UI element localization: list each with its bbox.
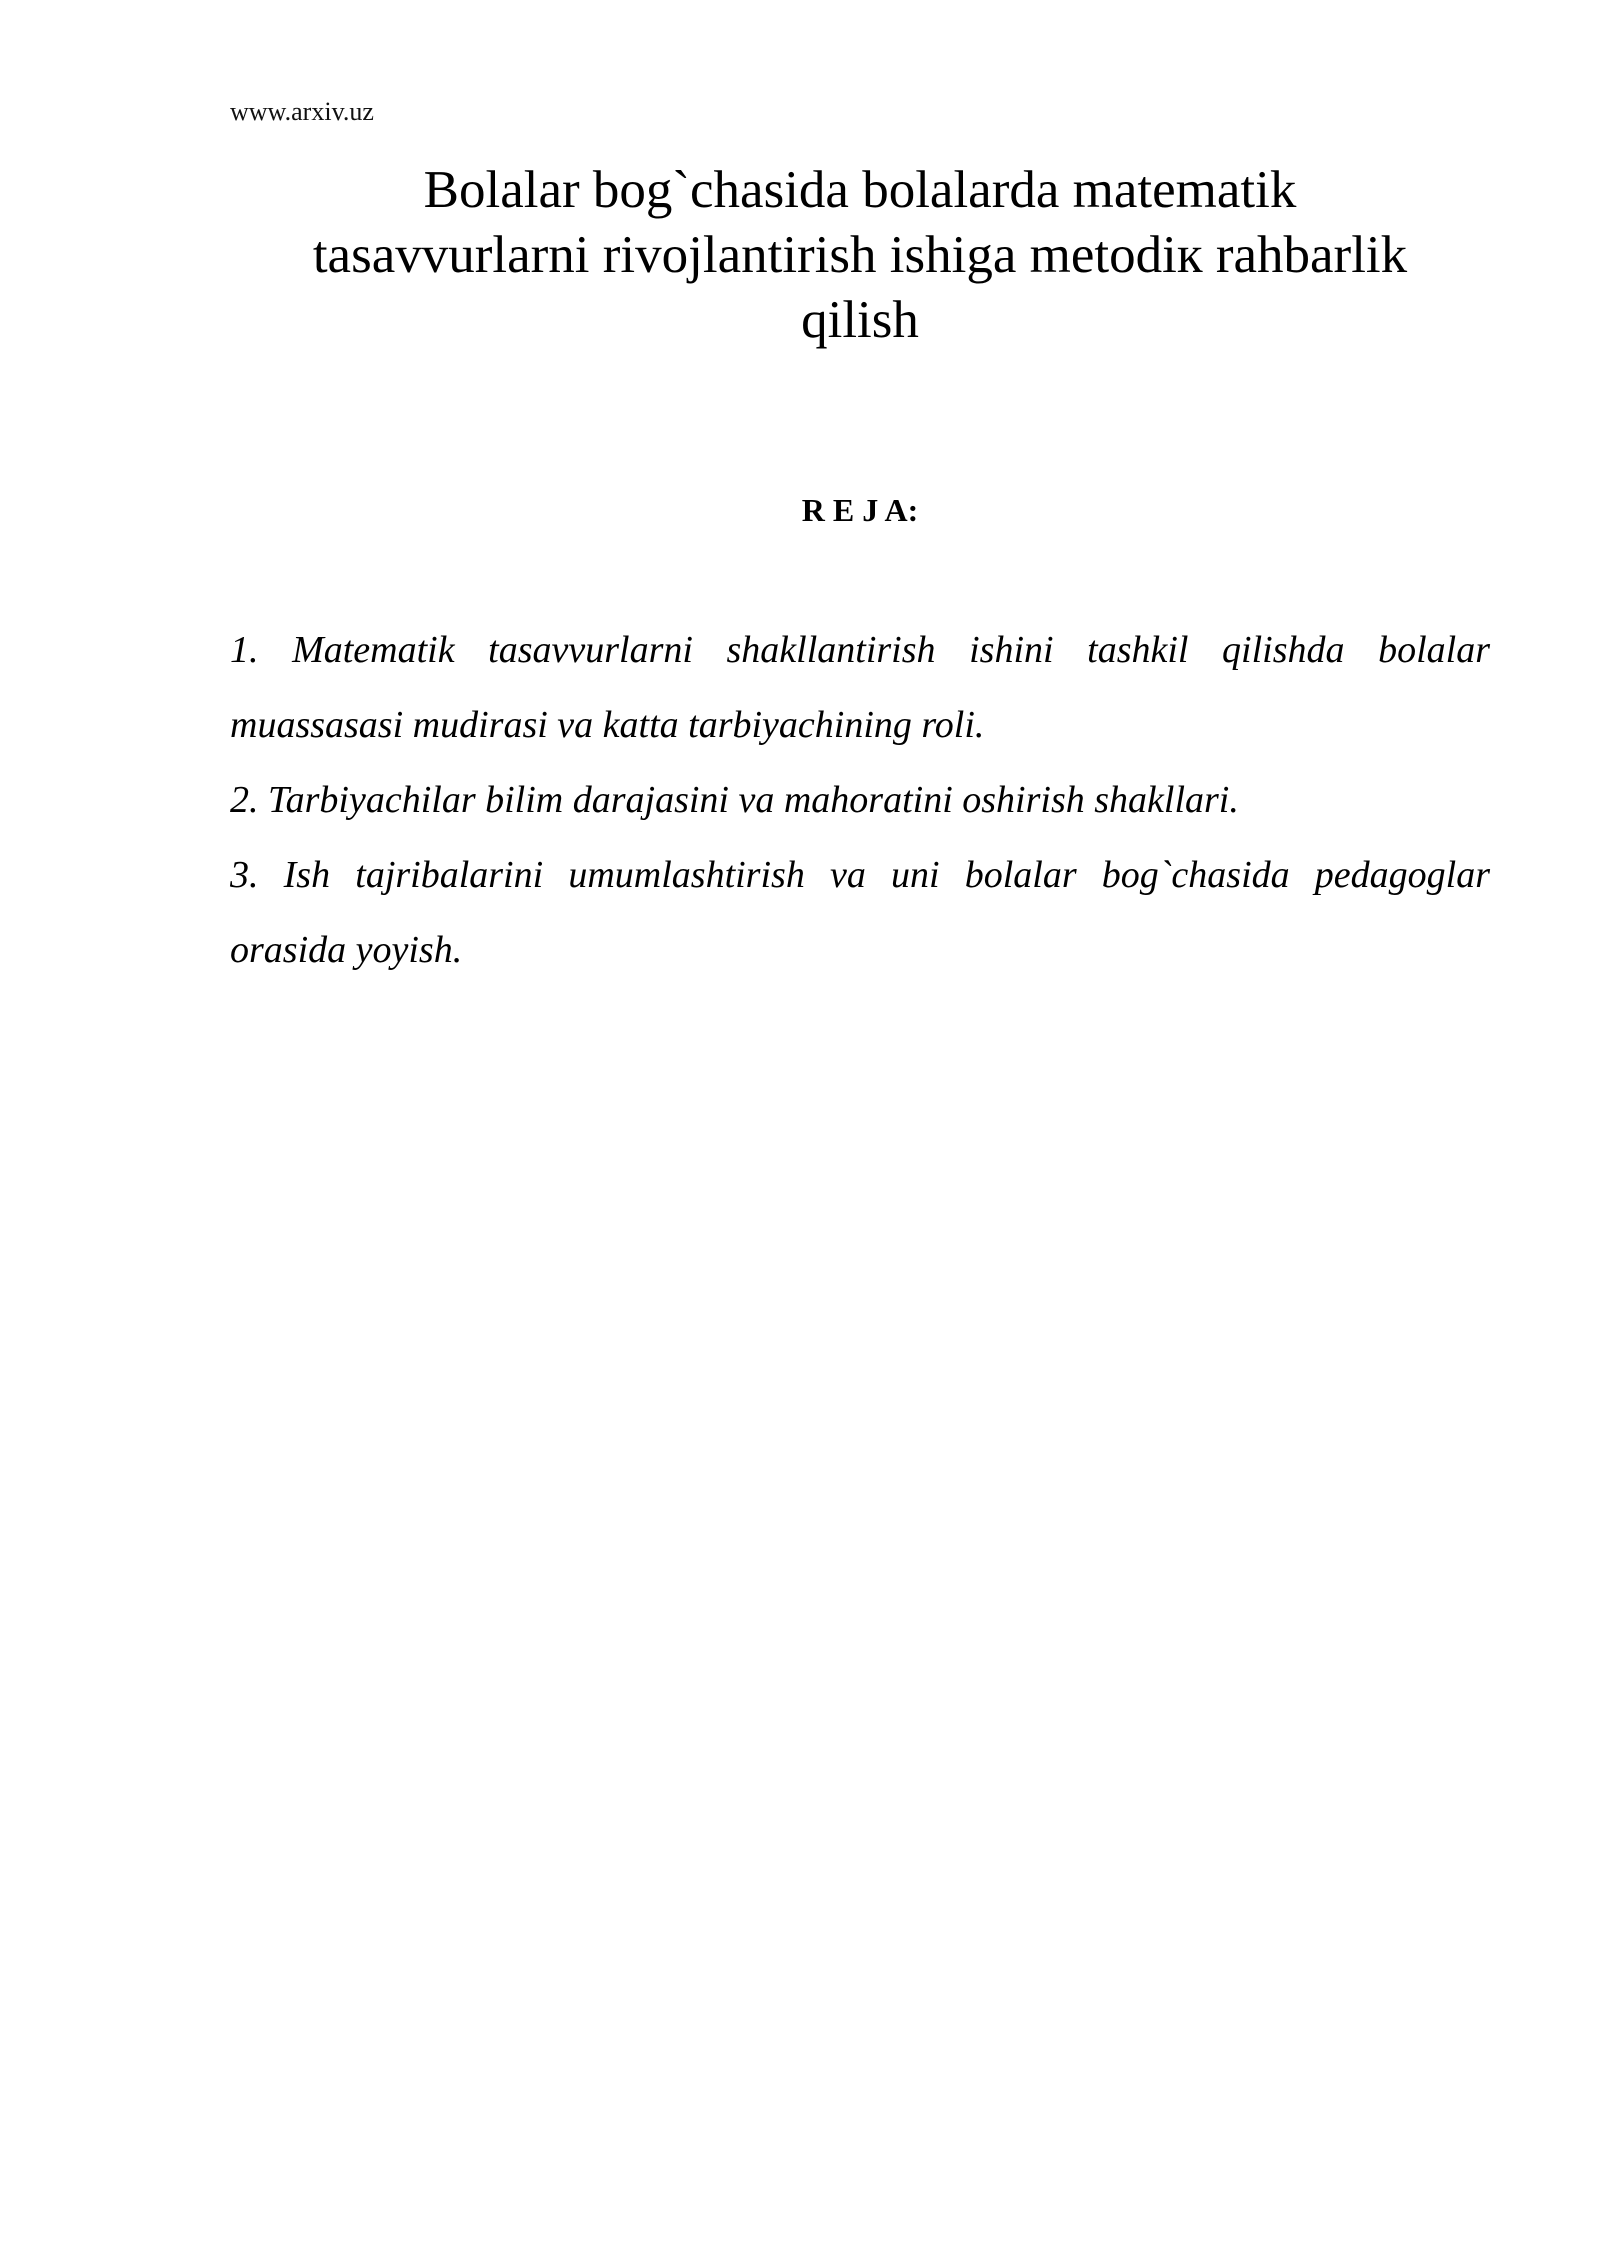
title-line: tasavvurlarni rivojlantirish ishiga metodiк rahbarlik bbox=[312, 226, 1408, 284]
plan-item: 1. Matematik tasavvurlarni shakllantirish ishini tashkil qilishda bolalar muassasasi mudirasi va katta tarbiyachining roli. bbox=[230, 629, 1490, 746]
title-line: Bolalar bog`chasida bolalarda matematik bbox=[423, 161, 1297, 219]
document-title bbox=[230, 158, 1490, 353]
title-line: qilish bbox=[801, 291, 919, 349]
header-url: www.arxiv.uz bbox=[230, 97, 374, 126]
plan-list bbox=[230, 613, 1490, 988]
plan-item: 3. Ish tajribalarini umumlashtirish va uni bolalar bog`chasida pedagoglar orasida yoyish. bbox=[230, 854, 1490, 971]
plan-item: 2. Tarbiyachilar bilim darajasini va mahoratini oshirish shakllari. bbox=[230, 779, 1239, 821]
plan-heading: R E J A: bbox=[801, 492, 919, 528]
